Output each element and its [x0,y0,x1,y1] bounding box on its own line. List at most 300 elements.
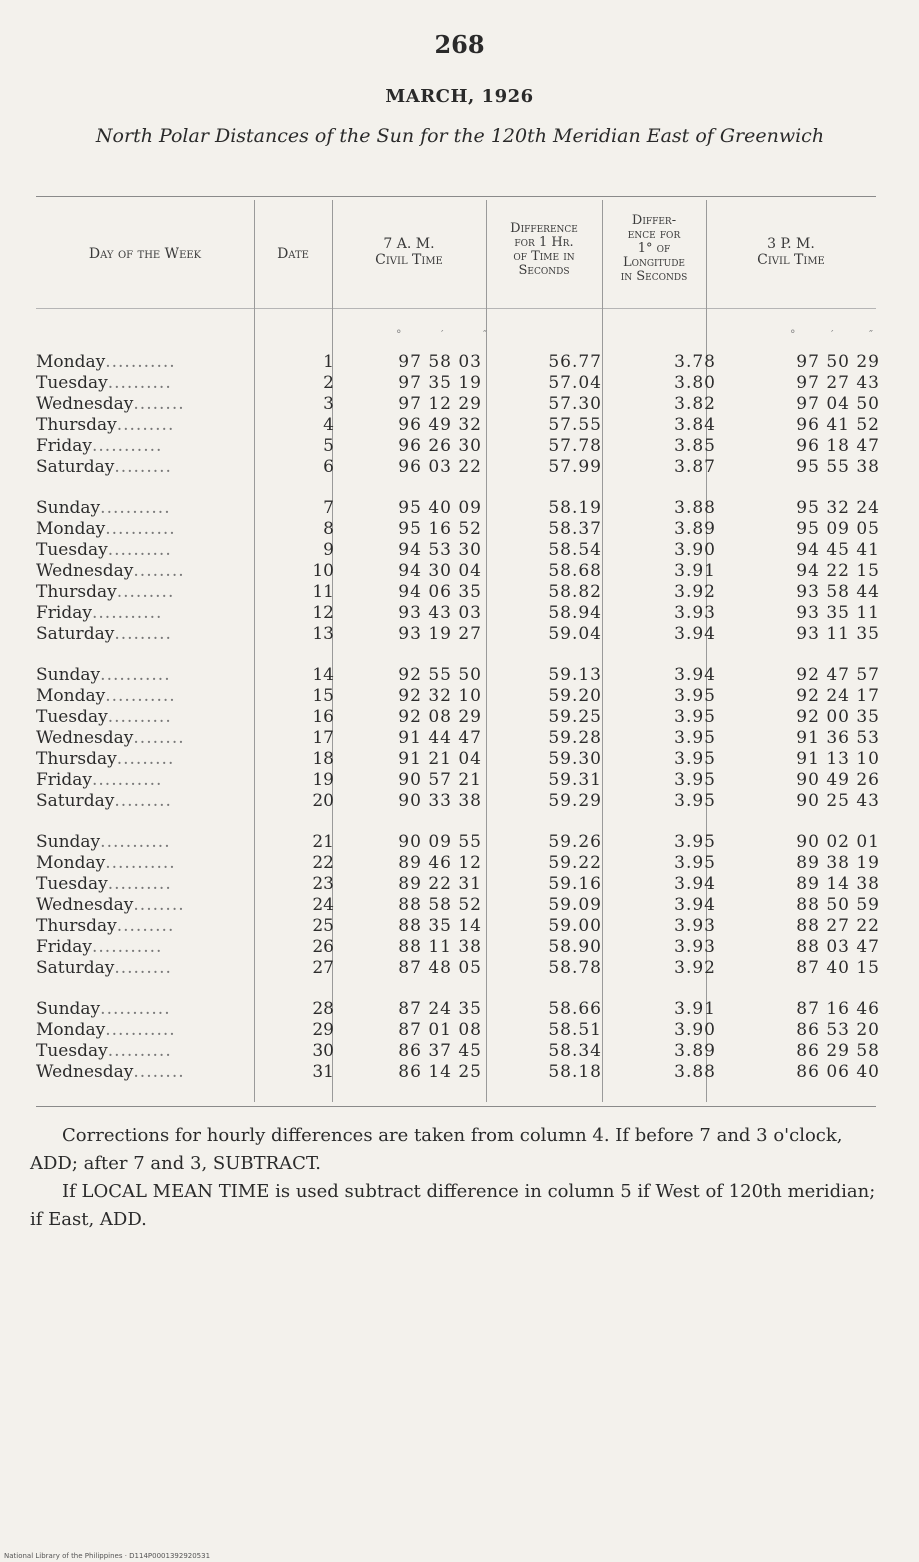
day-cell [36,645,256,686]
civil-7am-cell: 88 58 52 [398,895,482,915]
day-cell [36,540,256,561]
diff-longitude-cell: 3.93 [674,916,716,936]
day-cell [36,603,256,624]
civil-7am-cell: 93 19 27 [398,624,482,644]
units-3pm: ° ′ ″ [790,328,890,341]
diff-hour-cell: 59.30 [548,749,602,769]
day-name: Wednesday [36,394,134,414]
civil-3pm-cell: 87 16 46 [796,999,880,1019]
date-cell: 1 [323,352,334,372]
civil-7am-cell: 90 57 21 [398,770,482,790]
day-name: Sunday [36,498,101,518]
day-cell [36,352,256,373]
date-cell: 6 [323,457,334,477]
civil-3pm-cell: 91 13 10 [796,749,880,769]
date-cell: 29 [312,1020,334,1040]
day-name: Tuesday [36,540,108,560]
table-row [36,916,880,937]
diff-longitude-cell: 3.94 [674,895,716,915]
table-row [36,457,880,478]
day-cell [36,707,256,728]
diff-hour-cell: 59.29 [548,791,602,811]
date-cell: 14 [312,665,334,685]
date-cell: 8 [323,519,334,539]
diff-longitude-cell: 3.89 [674,1041,716,1061]
day-name: Thursday [36,749,117,769]
diff-hour-cell: 58.18 [548,1062,602,1082]
date-cell: 30 [312,1041,334,1061]
civil-3pm-cell: 95 55 38 [796,457,880,477]
header-7am [332,236,486,268]
civil-3pm-cell: 86 53 20 [796,1020,880,1040]
day-cell [36,519,256,540]
leader-dots: .......... [107,707,172,727]
diff-hour-cell: 58.78 [548,958,602,978]
civil-3pm-cell: 93 11 35 [796,624,880,644]
table-top-rule [36,196,876,197]
leader-dots: ......... [114,457,172,477]
date-cell: 21 [312,832,334,852]
table-row [36,645,880,686]
leader-dots: ........ [133,561,185,581]
header-day-label: Day of the Week [88,246,202,262]
day-name: Friday [36,603,92,623]
table-row [36,937,880,958]
diff-hour-cell: 59.25 [548,707,602,727]
header-7am-line1: 7 A. M. [383,236,435,252]
diff-hour-cell: 57.55 [548,415,602,435]
civil-3pm-cell: 86 06 40 [796,1062,880,1082]
day-name: Thursday [36,916,117,936]
day-cell [36,478,256,519]
leader-dots: .......... [107,1041,172,1061]
table-row [36,415,880,436]
civil-7am-cell: 89 46 12 [398,853,482,873]
day-cell [36,770,256,791]
header-diff-lon-line1: Differ- [631,213,677,228]
diff-hour-cell: 58.51 [548,1020,602,1040]
diff-longitude-cell: 3.93 [674,937,716,957]
diff-longitude-cell: 3.95 [674,791,716,811]
civil-7am-cell: 90 09 55 [398,832,482,852]
day-name: Wednesday [36,1062,134,1082]
civil-3pm-cell: 93 35 11 [796,603,880,623]
diff-longitude-cell: 3.91 [674,561,716,581]
table-row [36,791,880,812]
leader-dots: ........... [105,352,176,372]
day-cell [36,436,256,457]
leader-dots: ........ [133,895,185,915]
diff-longitude-cell: 3.82 [674,394,716,414]
day-cell [36,958,256,979]
header-diff-hour-line4: Seconds [518,263,570,278]
diff-hour-cell: 59.00 [548,916,602,936]
diff-hour-cell: 59.16 [548,874,602,894]
civil-7am-cell: 95 16 52 [398,519,482,539]
day-name: Monday [36,686,106,706]
civil-3pm-cell: 97 04 50 [796,394,880,414]
day-cell [36,916,256,937]
date-cell: 2 [323,373,334,393]
diff-longitude-cell: 3.94 [674,874,716,894]
date-cell: 5 [323,436,334,456]
leader-dots: ........... [91,436,163,456]
table-row [36,853,880,874]
diff-hour-cell: 59.04 [548,624,602,644]
civil-3pm-cell: 97 50 29 [796,352,880,372]
leader-dots: ......... [114,624,172,644]
date-cell: 9 [323,540,334,560]
day-cell [36,582,256,603]
diff-hour-cell: 57.78 [548,436,602,456]
date-cell: 18 [312,749,334,769]
table-row [36,958,880,979]
civil-7am-cell: 87 24 35 [398,999,482,1019]
civil-3pm-cell: 89 38 19 [796,853,880,873]
civil-7am-cell: 91 44 47 [398,728,482,748]
day-cell [36,979,256,1020]
day-cell [36,937,256,958]
day-name: Tuesday [36,874,108,894]
diff-longitude-cell: 3.92 [674,582,716,602]
day-cell [36,415,256,436]
civil-3pm-cell: 96 41 52 [796,415,880,435]
day-name: Monday [36,1020,106,1040]
day-cell [36,853,256,874]
diff-longitude-cell: 3.93 [674,603,716,623]
civil-3pm-cell: 87 40 15 [796,958,880,978]
table-row [36,540,880,561]
day-name: Wednesday [36,561,134,581]
diff-hour-cell: 58.54 [548,540,602,560]
day-name: Thursday [36,582,117,602]
table-bottom-rule [36,1106,876,1107]
header-7am-line2: Civil Time [375,252,443,268]
table-row [36,874,880,895]
diff-longitude-cell: 3.90 [674,540,716,560]
leader-dots: ......... [116,749,175,769]
leader-dots: ......... [116,415,175,435]
day-cell [36,394,256,415]
diff-longitude-cell: 3.95 [674,853,716,873]
leader-dots: ........... [91,770,163,790]
date-cell: 15 [312,686,334,706]
day-cell [36,1020,256,1041]
diff-longitude-cell: 3.92 [674,958,716,978]
page-number: 268 [434,30,485,59]
civil-7am-cell: 95 40 09 [398,498,482,518]
day-name: Saturday [36,457,115,477]
day-name: Monday [36,853,106,873]
date-cell: 13 [312,624,334,644]
header-date-label: Date [277,246,309,262]
header-diff-longitude [602,214,706,284]
date-cell: 28 [312,999,334,1019]
day-cell [36,1041,256,1062]
header-diff-lon-line3: 1° of [637,241,671,256]
day-name: Tuesday [36,707,108,727]
date-cell: 16 [312,707,334,727]
leader-dots: ......... [116,916,175,936]
day-name: Monday [36,352,106,372]
civil-3pm-cell: 92 24 17 [796,686,880,706]
table-row [36,979,880,1020]
leader-dots: ........... [105,1020,176,1040]
day-cell [36,812,256,853]
header-diff-hour-line3: of Time in [513,249,575,264]
civil-3pm-cell: 93 58 44 [796,582,880,602]
diff-hour-cell: 58.37 [548,519,602,539]
civil-3pm-cell: 96 18 47 [796,436,880,456]
table-row [36,624,880,645]
table-body [36,352,880,1083]
table-row [36,352,880,373]
diff-longitude-cell: 3.95 [674,770,716,790]
civil-7am-cell: 97 12 29 [398,394,482,414]
diff-hour-cell: 58.90 [548,937,602,957]
note-corrections: Corrections for hourly differences are taken from column 4. If before 7 and 3 o'clock, ADD; after 7 and 3, SUBTRACT. [30,1125,843,1174]
diff-longitude-cell: 3.88 [674,1062,716,1082]
civil-3pm-cell: 92 47 57 [796,665,880,685]
date-cell: 25 [312,916,334,936]
civil-3pm-cell: 94 22 15 [796,561,880,581]
day-name: Thursday [36,415,117,435]
table-row [36,895,880,916]
civil-3pm-cell: 90 02 01 [796,832,880,852]
leader-dots: .......... [107,874,172,894]
day-name: Wednesday [36,728,134,748]
diff-hour-cell: 59.28 [548,728,602,748]
civil-3pm-cell: 86 29 58 [796,1041,880,1061]
table-row [36,561,880,582]
units-7am: ° ′ ″ [396,328,506,341]
header-diff-hour [486,222,602,278]
header-diff-lon-line2: ence for [627,227,681,242]
diff-hour-cell: 58.82 [548,582,602,602]
notes [30,1122,876,1234]
diff-hour-cell: 56.77 [548,352,602,372]
day-cell [36,895,256,916]
month-title: MARCH, 1926 [385,86,534,107]
diff-longitude-cell: 3.84 [674,415,716,435]
civil-7am-cell: 94 30 04 [398,561,482,581]
day-name: Friday [36,436,92,456]
civil-7am-cell: 97 35 19 [398,373,482,393]
table-row [36,728,880,749]
diff-hour-cell: 58.94 [548,603,602,623]
leader-dots: ........... [105,686,176,706]
table-row [36,519,880,540]
date-cell: 10 [312,561,334,581]
header-diff-hour-line2: for 1 Hr. [514,235,574,250]
civil-3pm-cell: 88 27 22 [796,916,880,936]
diff-longitude-cell: 3.89 [674,519,716,539]
diff-hour-cell: 57.99 [548,457,602,477]
header-day-of-week [36,246,254,262]
day-name: Tuesday [36,373,108,393]
table-row [36,373,880,394]
civil-7am-cell: 96 49 32 [398,415,482,435]
table-row [36,478,880,519]
leader-dots: .......... [107,540,172,560]
leader-dots: ........... [100,498,171,518]
civil-3pm-cell: 94 45 41 [796,540,880,560]
civil-7am-cell: 92 08 29 [398,707,482,727]
day-cell [36,373,256,394]
leader-dots: ........ [133,728,185,748]
day-cell [36,874,256,895]
table-row [36,812,880,853]
day-cell [36,561,256,582]
day-name: Monday [36,519,106,539]
date-cell: 31 [312,1062,334,1082]
date-cell: 20 [312,791,334,811]
leader-dots: ........... [100,832,171,852]
day-name: Friday [36,770,92,790]
diff-longitude-cell: 3.95 [674,749,716,769]
civil-3pm-cell: 90 49 26 [796,770,880,790]
day-cell [36,1062,256,1083]
civil-7am-cell: 94 53 30 [398,540,482,560]
civil-3pm-cell: 92 00 35 [796,707,880,727]
header-3pm-line2: Civil Time [757,252,825,268]
table-row [36,770,880,791]
date-cell: 26 [312,937,334,957]
leader-dots: ........ [133,1062,185,1082]
leader-dots: ........... [105,519,176,539]
data-table [36,352,880,1083]
civil-7am-cell: 87 01 08 [398,1020,482,1040]
civil-7am-cell: 92 32 10 [398,686,482,706]
table-row [36,707,880,728]
diff-hour-cell: 59.09 [548,895,602,915]
header-3pm-line1: 3 P. M. [767,236,815,252]
date-cell: 22 [312,853,334,873]
table-row [36,1020,880,1041]
leader-dots: ......... [114,958,172,978]
day-cell [36,457,256,478]
diff-hour-cell: 57.04 [548,373,602,393]
table-row [36,1062,880,1083]
civil-3pm-cell: 90 25 43 [796,791,880,811]
diff-longitude-cell: 3.95 [674,728,716,748]
diff-longitude-cell: 3.87 [674,457,716,477]
diff-longitude-cell: 3.90 [674,1020,716,1040]
table-row [36,749,880,770]
date-cell: 4 [323,415,334,435]
day-cell [36,624,256,645]
diff-longitude-cell: 3.95 [674,832,716,852]
date-cell: 11 [312,582,334,602]
diff-longitude-cell: 3.88 [674,498,716,518]
diff-hour-cell: 59.22 [548,853,602,873]
diff-hour-cell: 59.13 [548,665,602,685]
day-cell [36,749,256,770]
diff-hour-cell: 59.26 [548,832,602,852]
day-cell [36,728,256,749]
date-cell: 7 [323,498,334,518]
date-cell: 24 [312,895,334,915]
civil-3pm-cell: 89 14 38 [796,874,880,894]
header-bottom-rule [36,308,876,309]
day-name: Tuesday [36,1041,108,1061]
civil-7am-cell: 88 35 14 [398,916,482,936]
diff-hour-cell: 58.34 [548,1041,602,1061]
table-subtitle: North Polar Distances of the Sun for the 120th Meridian East of Greenwich [95,125,825,147]
day-name: Sunday [36,665,101,685]
diff-longitude-cell: 3.80 [674,373,716,393]
day-name: Saturday [36,958,115,978]
civil-7am-cell: 88 11 38 [398,937,482,957]
date-cell: 23 [312,874,334,894]
day-name: Friday [36,937,92,957]
table-row [36,603,880,624]
civil-7am-cell: 86 37 45 [398,1041,482,1061]
diff-longitude-cell: 3.95 [674,686,716,706]
civil-3pm-cell: 88 03 47 [796,937,880,957]
date-cell: 17 [312,728,334,748]
civil-7am-cell: 92 55 50 [398,665,482,685]
leader-dots: ........... [91,937,163,957]
civil-7am-cell: 93 43 03 [398,603,482,623]
civil-7am-cell: 96 26 30 [398,436,482,456]
header-diff-lon-line4: Longitude [622,255,685,270]
civil-7am-cell: 96 03 22 [398,457,482,477]
leader-dots: ........... [100,999,171,1019]
leader-dots: ........ [133,394,185,414]
header-3pm [706,236,876,268]
diff-longitude-cell: 3.94 [674,665,716,685]
day-name: Saturday [36,791,115,811]
table-row [36,1041,880,1062]
table-row [36,582,880,603]
date-cell: 3 [323,394,334,414]
civil-3pm-cell: 95 32 24 [796,498,880,518]
diff-longitude-cell: 3.91 [674,999,716,1019]
diff-hour-cell: 57.30 [548,394,602,414]
footer-tag: National Library of the Philippines · D114P0001392920531 [4,1552,211,1560]
diff-hour-cell: 58.19 [548,498,602,518]
header-diff-lon-line5: in Seconds [620,269,688,284]
date-cell: 12 [312,603,334,623]
diff-longitude-cell: 3.78 [674,352,716,372]
date-cell: 27 [312,958,334,978]
day-name: Saturday [36,624,115,644]
civil-3pm-cell: 91 36 53 [796,728,880,748]
diff-hour-cell: 59.20 [548,686,602,706]
day-name: Sunday [36,999,101,1019]
diff-hour-cell: 58.68 [548,561,602,581]
table-row [36,686,880,707]
day-cell [36,686,256,707]
leader-dots: ........... [100,665,171,685]
diff-hour-cell: 59.31 [548,770,602,790]
header-diff-hour-line1: Difference [510,221,578,236]
civil-3pm-cell: 95 09 05 [796,519,880,539]
table-row [36,436,880,457]
table-row [36,394,880,415]
diff-hour-cell: 58.66 [548,999,602,1019]
leader-dots: ........... [91,603,163,623]
civil-7am-cell: 97 58 03 [398,352,482,372]
day-cell [36,791,256,812]
civil-3pm-cell: 97 27 43 [796,373,880,393]
date-cell: 19 [312,770,334,790]
day-name: Sunday [36,832,101,852]
diff-longitude-cell: 3.95 [674,707,716,727]
civil-7am-cell: 89 22 31 [398,874,482,894]
note-local-mean-time: If LOCAL MEAN TIME is used subtract difference in column 5 if West of 120th meridian; if East, ADD. [30,1181,876,1230]
